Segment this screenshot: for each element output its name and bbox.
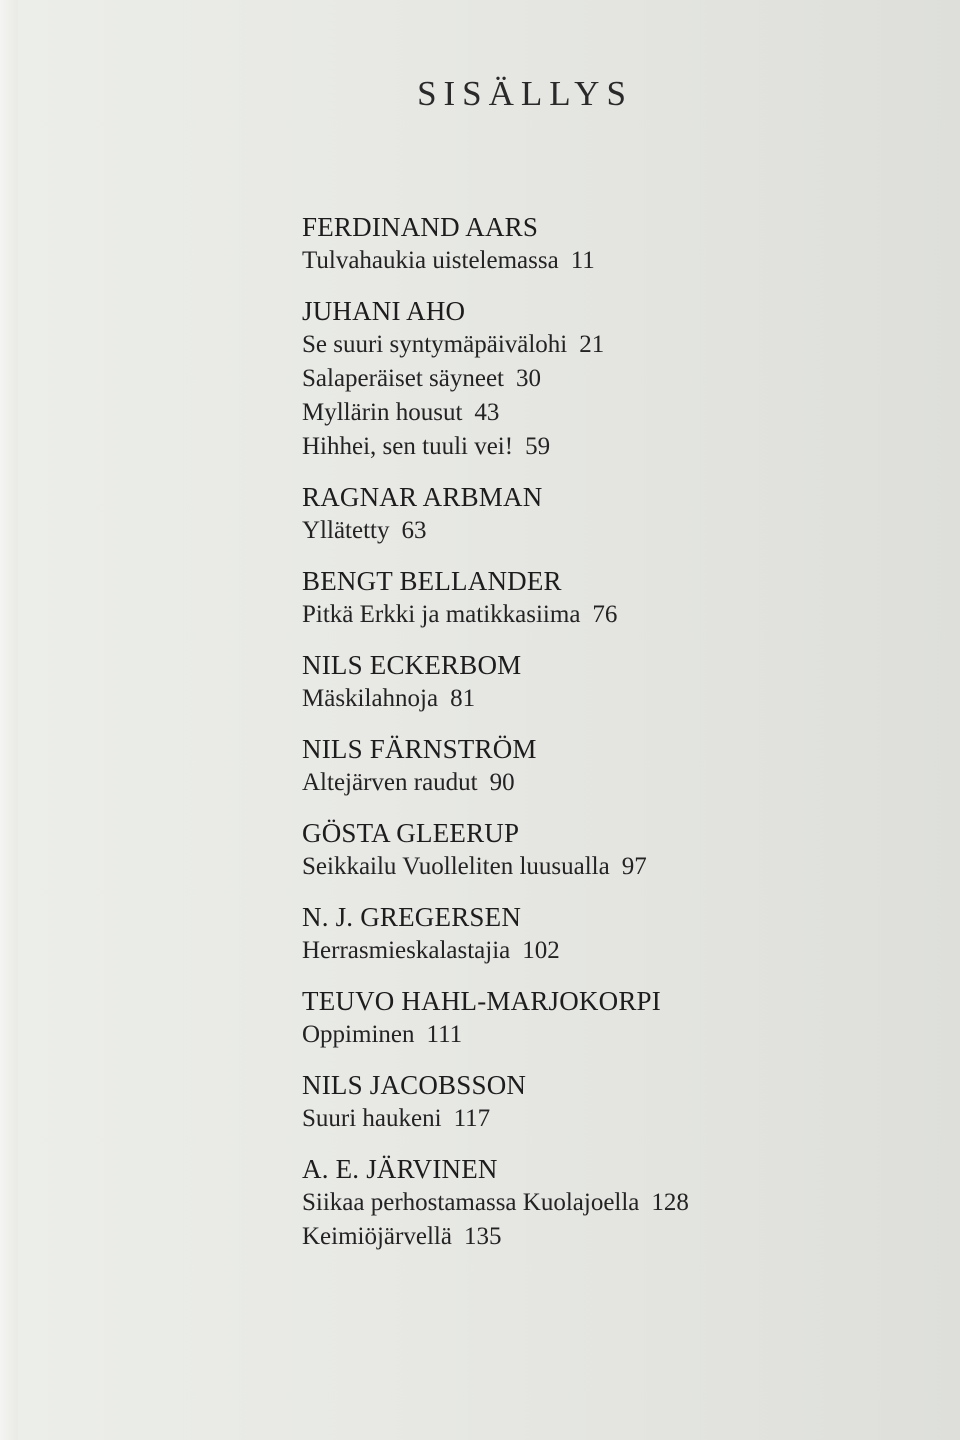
toc-section bbox=[302, 900, 902, 968]
toc-entry-title: Keimiöjärvellä bbox=[302, 1223, 452, 1250]
toc-entry bbox=[302, 514, 902, 548]
toc-entry bbox=[302, 244, 902, 278]
toc-entry bbox=[302, 396, 902, 430]
page-title: SISÄLLYS bbox=[417, 74, 633, 113]
toc-entry-page-number: 81 bbox=[450, 685, 476, 712]
toc-entry bbox=[302, 1102, 902, 1136]
toc-entry bbox=[302, 1220, 902, 1254]
toc-entry-page-number: 30 bbox=[516, 365, 541, 392]
toc-author: NILS JACOBSSON bbox=[302, 1070, 527, 1100]
toc-section bbox=[302, 1152, 902, 1254]
toc-entry-page-number: 97 bbox=[621, 853, 647, 880]
toc-entry bbox=[302, 430, 902, 464]
toc-author: NILS FÄRNSTRÖM bbox=[302, 734, 537, 764]
toc-author: N. J. GREGERSEN bbox=[302, 902, 522, 932]
toc-section bbox=[302, 294, 902, 464]
toc-entry bbox=[302, 766, 902, 800]
toc-entry-title: Siikaa perhostamassa Kuolajoella bbox=[302, 1189, 640, 1216]
page-edge bbox=[0, 0, 18, 1440]
toc-entry-page-number: 117 bbox=[453, 1105, 491, 1132]
toc-author: BENGT BELLANDER bbox=[302, 566, 562, 596]
toc-author: JUHANI AHO bbox=[302, 296, 466, 326]
toc-entry-page-number: 102 bbox=[522, 937, 560, 964]
toc-entry-page-number: 135 bbox=[463, 1223, 502, 1250]
toc-section bbox=[302, 732, 902, 800]
toc-author: NILS ECKERBOM bbox=[302, 650, 522, 680]
toc-entry-page-number: 11 bbox=[570, 247, 595, 274]
toc-entry-title: Oppiminen bbox=[302, 1021, 415, 1048]
toc-author: TEUVO HAHL-MARJOKORPI bbox=[302, 986, 661, 1016]
toc-entry bbox=[302, 850, 902, 884]
toc-entry bbox=[302, 1186, 902, 1220]
toc-section bbox=[302, 480, 902, 548]
table-of-contents bbox=[302, 210, 902, 1270]
toc-entry-page-number: 43 bbox=[474, 399, 500, 426]
toc-entry-title: Pitkä Erkki ja matikkasiima bbox=[302, 601, 581, 628]
toc-author: GÖSTA GLEERUP bbox=[302, 818, 520, 848]
toc-entry-title: Altejärven raudut bbox=[302, 769, 478, 796]
toc-entry bbox=[302, 1018, 902, 1052]
toc-entry-title: Mäskilahnoja bbox=[302, 685, 439, 712]
toc-entry-page-number: 111 bbox=[426, 1021, 463, 1048]
toc-entry-title: Yllätetty bbox=[302, 517, 390, 544]
toc-entry-title: Seikkailu Vuolleliten luusualla bbox=[302, 853, 610, 880]
toc-section bbox=[302, 816, 902, 884]
toc-entry-title: Salaperäiset säyneet bbox=[302, 365, 504, 392]
toc-entry-title: Hihhei, sen tuuli vei! bbox=[302, 433, 514, 460]
toc-entry-title: Suuri haukeni bbox=[302, 1105, 442, 1132]
toc-entry-page-number: 128 bbox=[651, 1189, 689, 1216]
toc-entry-title: Se suuri syntymäpäivälohi bbox=[302, 331, 568, 358]
toc-entry bbox=[302, 598, 902, 632]
toc-entry bbox=[302, 328, 902, 362]
toc-entry bbox=[302, 362, 902, 396]
toc-entry-title: Herrasmieskalastajia bbox=[302, 937, 511, 964]
toc-entry-page-number: 63 bbox=[401, 517, 427, 544]
toc-entry bbox=[302, 934, 902, 968]
toc-section bbox=[302, 564, 902, 632]
toc-entry-page-number: 59 bbox=[525, 433, 551, 460]
toc-entry-title: Tulvahaukia uistelemassa bbox=[302, 247, 559, 274]
toc-section bbox=[302, 210, 902, 278]
toc-author: RAGNAR ARBMAN bbox=[302, 482, 543, 512]
toc-entry bbox=[302, 682, 902, 716]
toc-entry-page-number: 76 bbox=[592, 601, 618, 628]
toc-author: A. E. JÄRVINEN bbox=[302, 1154, 498, 1184]
toc-author: FERDINAND AARS bbox=[302, 212, 539, 242]
toc-section bbox=[302, 648, 902, 716]
toc-section bbox=[302, 1068, 902, 1136]
toc-entry-page-number: 90 bbox=[489, 769, 515, 796]
toc-entry-title: Myllärin housut bbox=[302, 399, 463, 426]
toc-entry-page-number: 21 bbox=[579, 331, 605, 358]
toc-section bbox=[302, 984, 902, 1052]
